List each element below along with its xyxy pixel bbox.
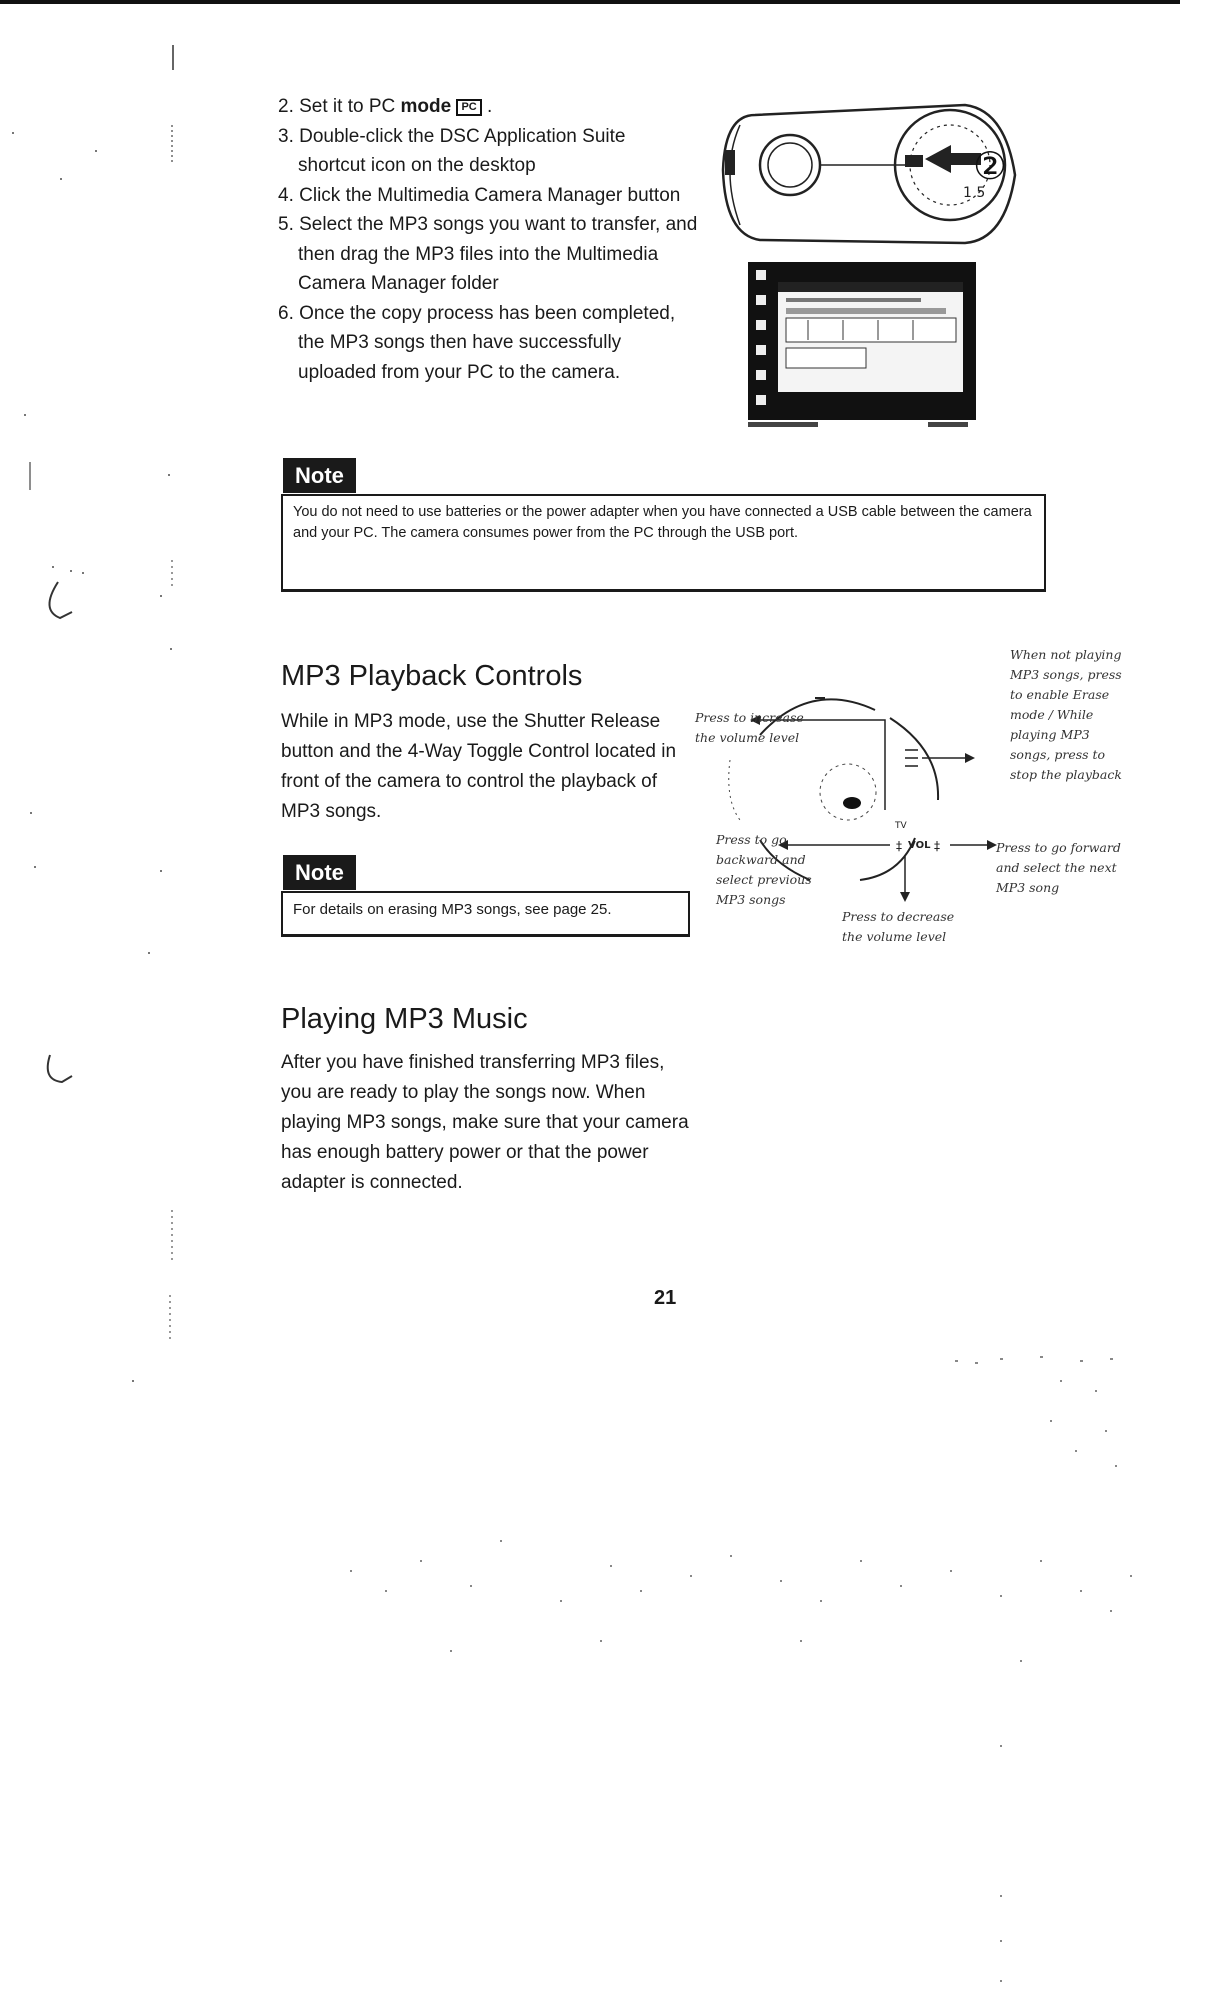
section-body-playing-mp3-music: After you have finished transferring MP3 files, you are ready to play the songs now. When playing MP3 songs, make sure that your camera has enough battery power or that the power adapter is connected.: [281, 1052, 689, 1193]
step-4: 4. Click the Multimedia Camera Manager button: [278, 184, 681, 206]
step-marker-2: ②: [973, 144, 1008, 188]
callout-decrease-volume: Press to decrease the volume level: [842, 909, 955, 944]
note-usb-power: You do not need to use batteries or the power adapter when you have connected a USB cable between the camera and your PC. The camera consumes power from the PC through the USB port.: [281, 494, 1046, 592]
step-5: 5. Select the MP3 songs you want to transfer, and then drag the MP3 files into the Multimedia Camera Manager folder: [278, 214, 698, 294]
top-rule: [0, 0, 1180, 4]
svg-text:‡: ‡: [934, 839, 940, 853]
vol-label: VOL: [908, 840, 931, 851]
step-2-text: 2. Set it to PC: [278, 96, 401, 117]
pc-mode-badge: PC: [456, 99, 481, 116]
callout-next-song: Press to go forward and select the next MP3 song: [996, 840, 1121, 895]
callout-previous-song: Press to go backward and select previous MP3 songs: [716, 832, 812, 907]
section-title-mp3-playback-controls: MP3 Playback Controls: [281, 660, 583, 692]
note-label-2: Note: [283, 855, 356, 890]
page-number: 21: [654, 1287, 677, 1309]
svg-text:‡: ‡: [896, 839, 902, 853]
note-label: Note: [283, 458, 356, 493]
pc-screenshot-illustration: [748, 260, 978, 430]
step-6: 6. Once the copy process has been completed, the MP3 songs then have successfully uploaded from your PC to the camera.: [278, 302, 676, 383]
svg-text:1 5: 1 5: [963, 185, 986, 201]
tv-label: TV: [895, 821, 907, 831]
step-2-mode: mode: [400, 96, 452, 117]
step-2: [278, 92, 698, 122]
section-body-mp3-playback-controls: While in MP3 mode, use the Shutter Release button and the 4-Way Toggle Control located in front of the camera to control the playback of MP3 songs.: [281, 711, 677, 822]
step-3: 3. Double-click the DSC Application Suite shortcut icon on the desktop: [278, 125, 626, 176]
steps-list: [278, 92, 698, 387]
step-2-end: .: [481, 96, 493, 117]
note-erasing-mp3: For details on erasing MP3 songs, see page 25.: [281, 891, 690, 937]
section-title-playing-mp3-music: Playing MP3 Music: [281, 1003, 528, 1035]
callout-erase-stop: When not playing MP3 songs, press to enable Erase mode / While playing MP3 songs, press to stop the playback: [1010, 647, 1122, 782]
camera-mode-dial-illustration: [715, 95, 1060, 255]
callout-increase-volume: Press to increase the volume level: [695, 710, 804, 745]
